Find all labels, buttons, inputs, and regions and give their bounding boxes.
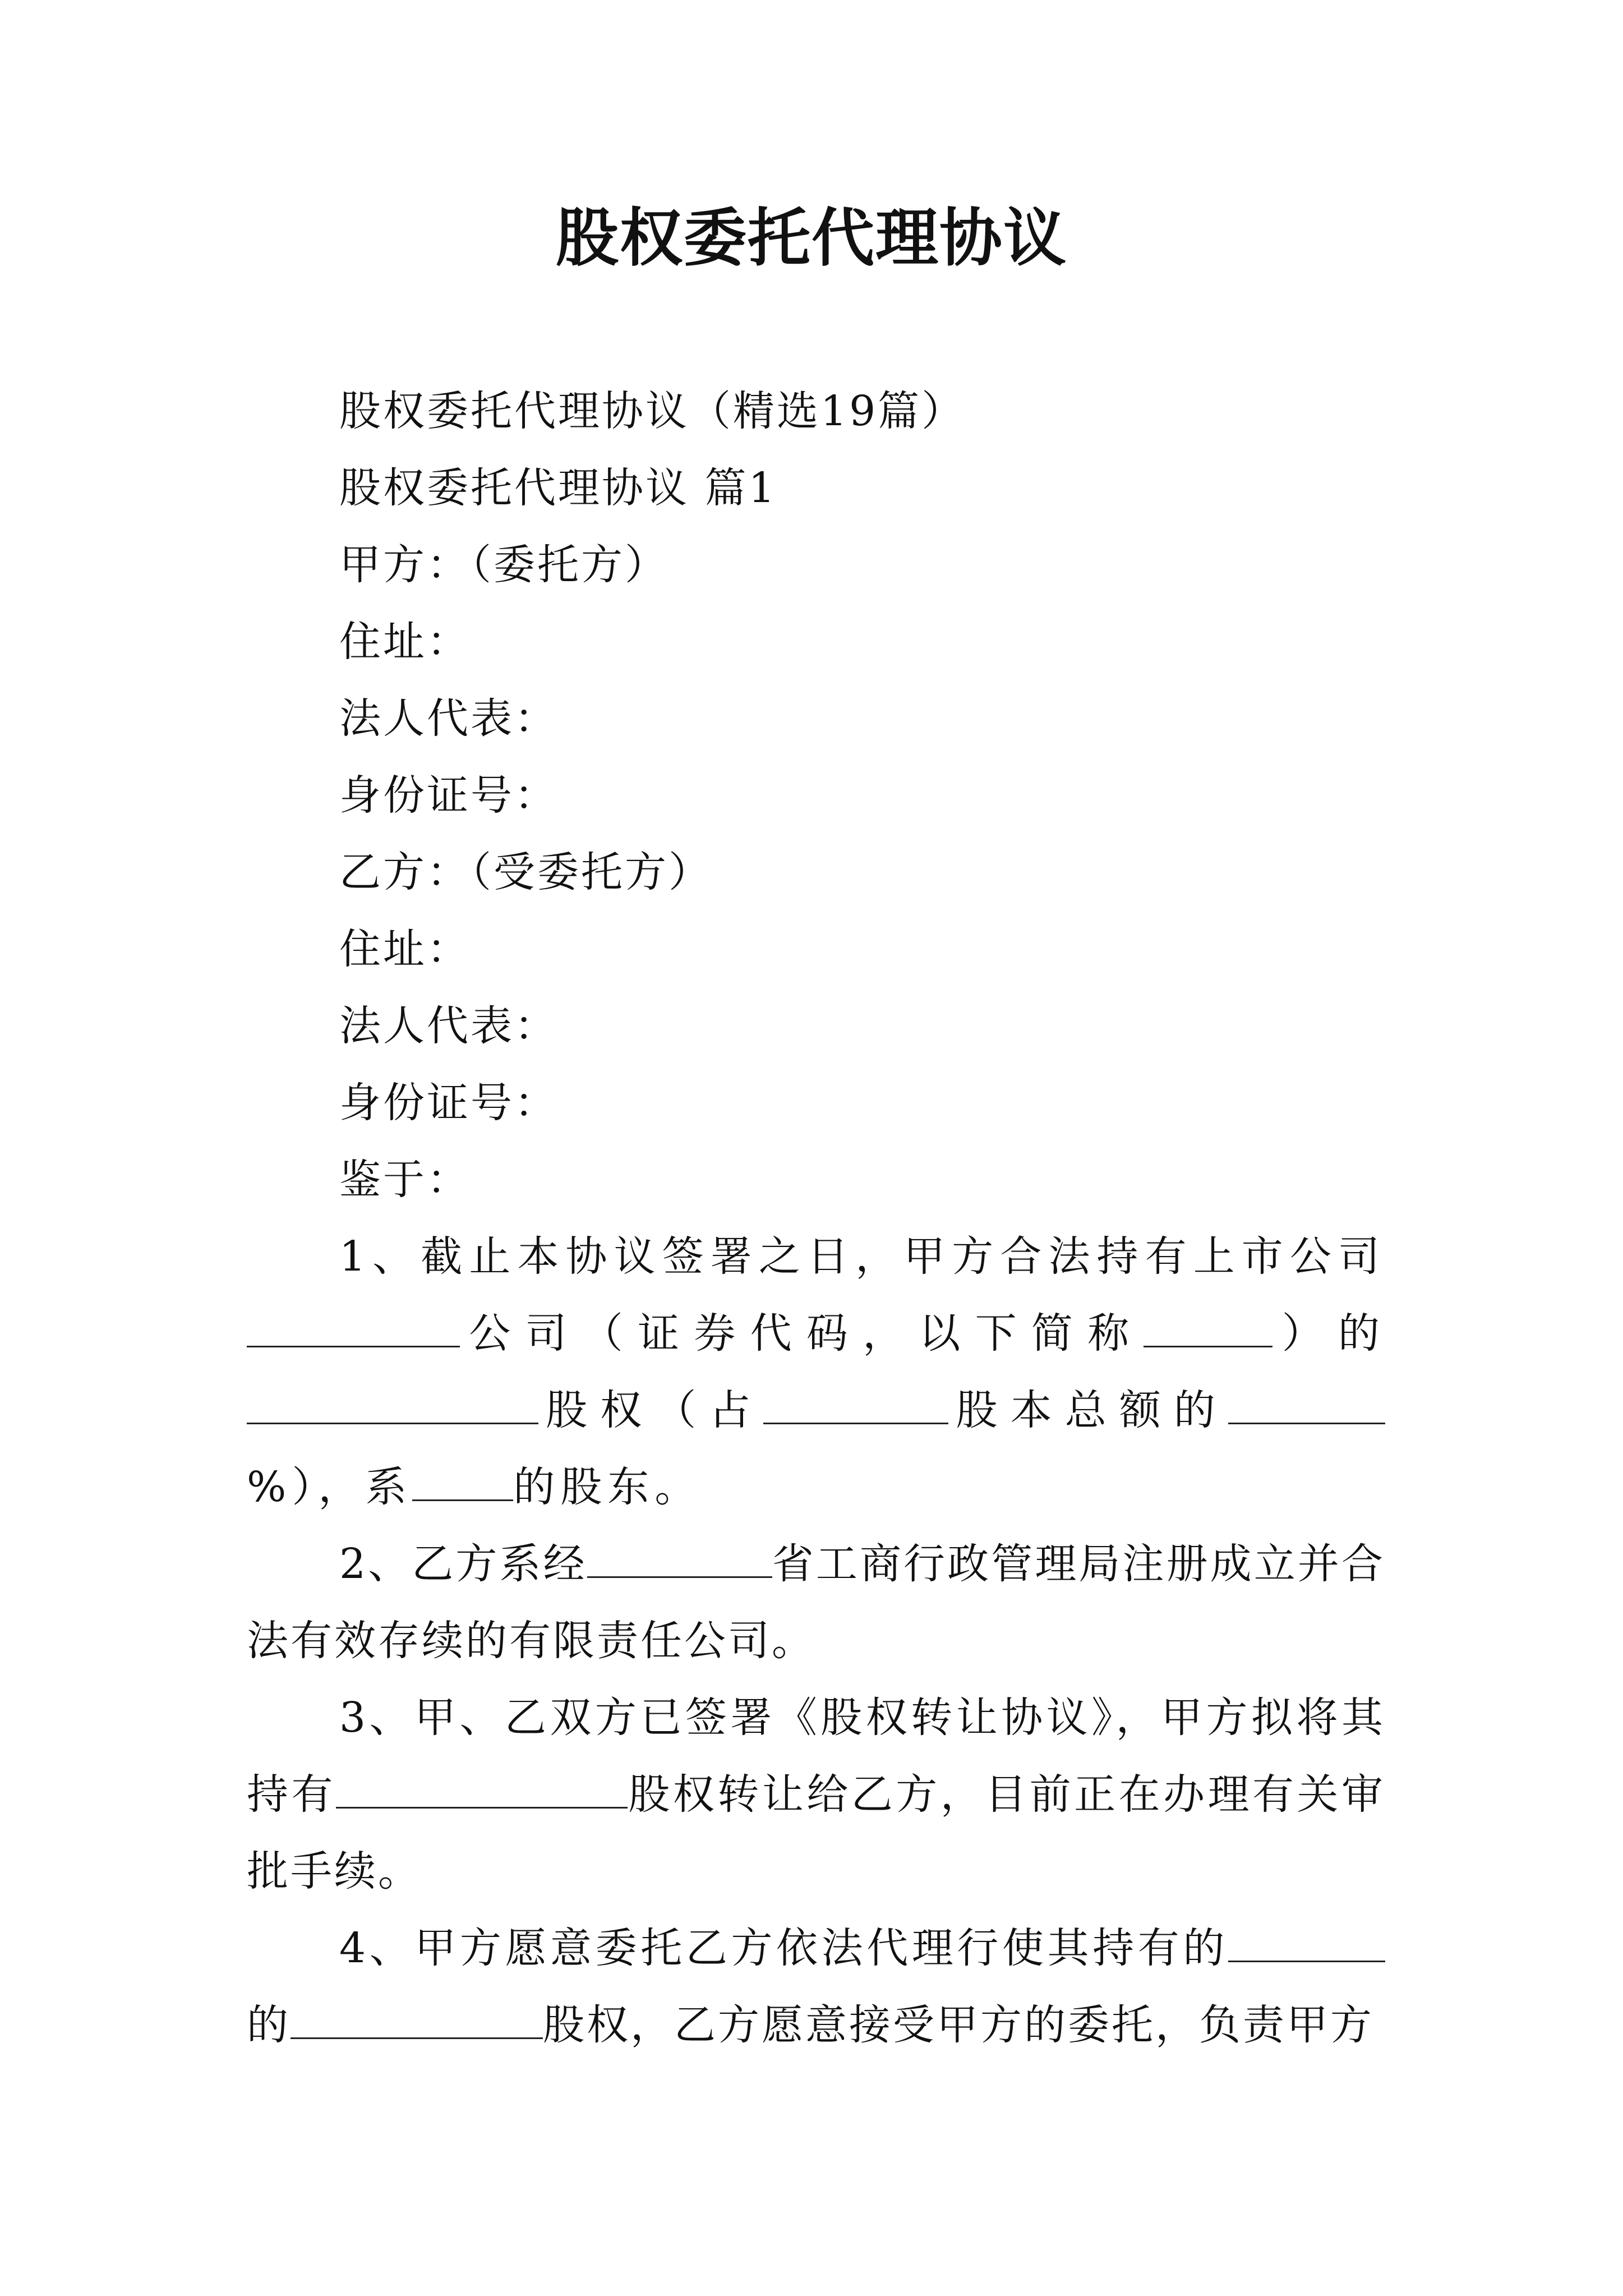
subtitle: 股权委托代理协议（精选19篇） — [339, 387, 966, 435]
party-a-id: 身份证号： — [339, 771, 558, 820]
clause-3-text: 3、甲、乙双方已签署《股权转让协议》，甲方拟将其持有 — [247, 1694, 1385, 1819]
clause-2 — [247, 1526, 1385, 1680]
clause-1-text: ）的 — [1272, 1309, 1386, 1358]
clause-4-text: 4、甲方愿意委托乙方依法代理行使其持有的 — [339, 1924, 1228, 1972]
clause-1 — [247, 1218, 1385, 1526]
party-b-label: 乙方：（受委托方） — [339, 848, 712, 896]
blank-field — [1228, 1389, 1385, 1424]
blank-field — [247, 1312, 460, 1347]
blank-field — [1144, 1312, 1272, 1347]
clause-1-text: 1、截止本协议签署之日，甲方合法持有上市公司 — [339, 1232, 1385, 1281]
party-b-legal-rep: 法人代表： — [339, 1002, 558, 1050]
clause-2-text: 2、乙方系经 — [339, 1540, 587, 1588]
clause-1-text: %），系 — [247, 1463, 413, 1511]
clause-1-text: 的股东。 — [513, 1463, 702, 1511]
clause-1-text: 股本总额的 — [948, 1386, 1229, 1434]
document-title: 股权委托代理协议 — [556, 201, 1067, 275]
section-heading: 股权委托代理协议 篇1 — [339, 464, 777, 512]
blank-field — [336, 1773, 628, 1809]
document-body — [247, 373, 1385, 2064]
clause-4-text: 的 — [247, 2001, 291, 2049]
clause-2-text: 省工商行政管理局注册成立并合法有效存续的有限责任公司。 — [247, 1540, 1385, 1665]
party-b-address: 住址： — [339, 925, 471, 973]
clause-3-text: 股权转让给乙方，目前正在办理有关审批手续。 — [247, 1770, 1386, 1895]
clause-4-text: 股权，乙方愿意接受甲方的委托，负责甲方 — [543, 2001, 1374, 2049]
blank-field — [291, 2004, 543, 2039]
party-a-address: 住址： — [339, 618, 471, 666]
party-b-id: 身份证号： — [339, 1079, 558, 1127]
blank-field — [247, 1389, 538, 1424]
blank-field — [412, 1466, 513, 1501]
blank-field — [1228, 1927, 1385, 1962]
clause-4 — [247, 1910, 1385, 2064]
clause-3 — [247, 1680, 1385, 1910]
whereas-heading: 鉴于： — [339, 1156, 471, 1204]
blank-field — [587, 1543, 772, 1578]
party-a-legal-rep: 法人代表： — [339, 694, 558, 743]
party-a-label: 甲方：（委托方） — [339, 541, 668, 589]
clause-1-text: 股权（占 — [538, 1386, 764, 1434]
blank-field — [763, 1389, 948, 1424]
clause-1-text: 公司（证券代码，以下简称 — [460, 1309, 1144, 1358]
